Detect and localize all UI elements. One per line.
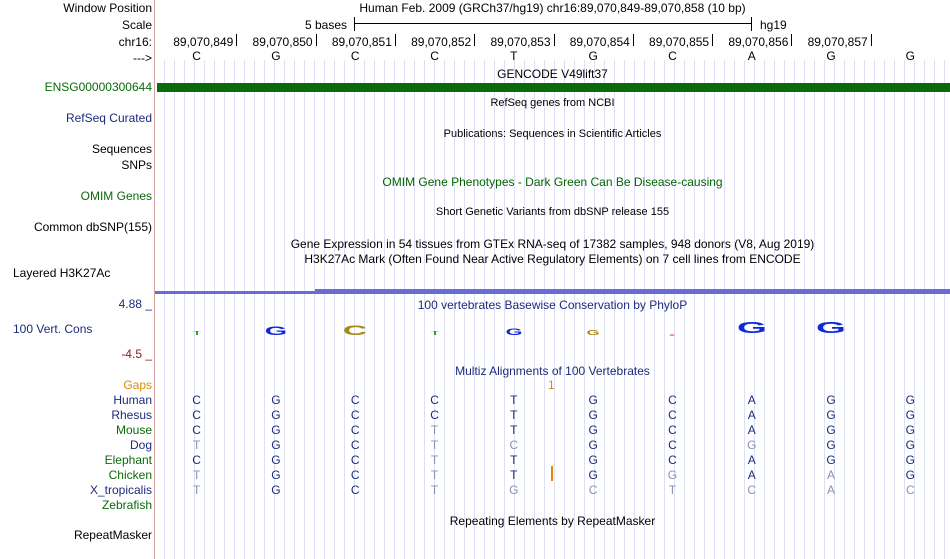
scale-bar-right-tick xyxy=(751,17,752,31)
scale-bar-left-tick xyxy=(354,17,355,31)
gencode-gene-feature[interactable] xyxy=(157,83,950,92)
species-label-rhesus: Rhesus xyxy=(111,408,152,422)
track-label-gencode[interactable]: ENSG00000300644 xyxy=(44,80,152,94)
track-label-dbsnp[interactable]: Common dbSNP(155) xyxy=(33,220,152,234)
alignment-base: G xyxy=(826,423,836,437)
cons-min-value: -4.5 _ xyxy=(121,347,152,361)
conservation-logo-letter: G xyxy=(816,320,846,337)
alignment-base: C xyxy=(350,393,360,407)
scale-bar-line xyxy=(354,23,751,24)
alignment-base: C xyxy=(430,408,439,422)
ruler-coordinate: 89,070,852 xyxy=(411,35,472,49)
alignment-base: G xyxy=(588,393,598,407)
track-label-conservation[interactable]: 100 Vert. Cons xyxy=(13,322,93,336)
reference-base: G xyxy=(588,49,598,63)
alignment-base: T xyxy=(430,423,439,437)
chrom-label: chr16: xyxy=(118,35,152,49)
ruler-coordinate: 89,070,857 xyxy=(807,35,868,49)
ruler-coordinate: 89,070,853 xyxy=(490,35,551,49)
alignment-base: C xyxy=(192,408,201,422)
alignment-base: C xyxy=(668,423,677,437)
alignment-base: G xyxy=(826,453,836,467)
ruler-coordinate: 89,070,850 xyxy=(252,35,313,49)
track-label-h3k27ac[interactable]: Layered H3K27Ac xyxy=(13,266,111,280)
alignment-base: G xyxy=(826,393,836,407)
alignment-base: G xyxy=(588,468,598,482)
alignment-base: T xyxy=(510,423,518,437)
publications-track-title: Publications: Sequences in Scientific Articles xyxy=(443,128,662,140)
alignment-base: A xyxy=(747,453,756,467)
alignment-base: C xyxy=(350,438,360,452)
conservation-logo-letter: T xyxy=(192,331,202,337)
track-label-sequences[interactable]: Sequences xyxy=(91,142,152,156)
alignment-base: G xyxy=(588,438,598,452)
ruler-tick xyxy=(871,34,872,46)
species-label-elephant: Elephant xyxy=(104,453,152,467)
alignment-base: A xyxy=(747,408,756,422)
gap-count-mark: 1 xyxy=(548,378,555,392)
alignment-base: G xyxy=(271,438,281,452)
alignment-base: G xyxy=(509,483,519,497)
alignment-base: C xyxy=(509,438,519,452)
alignment-base: T xyxy=(430,468,439,482)
chicken-insertion-mark xyxy=(551,466,553,481)
strand-toggle[interactable]: ---> xyxy=(133,51,152,65)
alignment-base: C xyxy=(906,483,915,497)
alignment-base: A xyxy=(747,423,756,437)
alignment-base: C xyxy=(350,483,360,497)
track-label-refseq[interactable]: RefSeq Curated xyxy=(65,111,152,125)
alignment-base: T xyxy=(192,468,201,482)
window-position-text: Human Feb. 2009 (GRCh37/hg19) chr16:89,070,849-89,070,858 (10 bp) xyxy=(359,1,746,15)
alignment-base: G xyxy=(588,423,598,437)
multiz-track-title: Multiz Alignments of 100 Vertebrates xyxy=(455,364,650,378)
alignment-base: G xyxy=(905,423,916,437)
alignment-base: G xyxy=(826,438,836,452)
species-label-x-tropicalis: X_tropicalis xyxy=(89,483,152,497)
alignment-base: T xyxy=(510,408,518,422)
reference-base: G xyxy=(905,49,916,63)
h3k27ac-signal-low xyxy=(155,291,315,294)
dbsnp-track-title: Short Genetic Variants from dbSNP release 155 xyxy=(435,206,670,218)
scale-bar-left-label: 5 bases xyxy=(305,18,348,32)
alignment-base: T xyxy=(192,483,201,497)
conservation-logo-letter: C xyxy=(343,322,368,338)
track-label-gaps: Gaps xyxy=(123,378,152,392)
ruler-coordinate: 89,070,854 xyxy=(569,35,630,49)
alignment-base: G xyxy=(747,438,757,452)
reference-base: C xyxy=(192,49,201,63)
alignment-base: C xyxy=(192,453,201,467)
repeatmasker-track-title: Repeating Elements by RepeatMasker xyxy=(449,514,656,528)
conservation-logo-letter: G xyxy=(264,324,288,338)
species-label-dog: Dog xyxy=(129,438,152,452)
track-label-omim[interactable]: OMIM Genes xyxy=(80,189,152,203)
gencode-track-title: GENCODE V49lift37 xyxy=(497,67,608,81)
alignment-base: C xyxy=(350,453,360,467)
alignment-base: T xyxy=(430,483,439,497)
reference-base: C xyxy=(350,49,360,63)
ruler-coordinate: 89,070,849 xyxy=(173,35,234,49)
alignment-base: C xyxy=(350,408,360,422)
alignment-base: G xyxy=(905,468,916,482)
alignment-base: C xyxy=(668,453,677,467)
alignment-base: G xyxy=(826,408,836,422)
track-label-repeatmasker[interactable]: RepeatMasker xyxy=(73,528,152,542)
alignment-base: G xyxy=(271,453,281,467)
alignment-base: A xyxy=(827,468,836,482)
conservation-logo-letter: G xyxy=(586,330,600,337)
omim-track-title: OMIM Gene Phenotypes - Dark Green Can Be Disease-causing xyxy=(382,175,723,189)
alignment-base: T xyxy=(430,438,439,452)
alignment-base: T xyxy=(510,453,518,467)
alignment-base: G xyxy=(271,408,281,422)
track-label-snps[interactable]: SNPs xyxy=(121,158,152,172)
conservation-logo-letter: A xyxy=(669,333,676,337)
cons-max-value: 4.88 _ xyxy=(118,297,152,311)
gtex-track-title: Gene Expression in 54 tissues from GTEx RNA-seq of 17382 samples, 948 donors (V8, Aug 2019) xyxy=(290,237,815,251)
reference-base: T xyxy=(510,49,518,63)
alignment-base: G xyxy=(905,453,916,467)
window-position-label: Window Position xyxy=(63,1,152,15)
scale-label: Scale xyxy=(121,18,152,32)
alignment-base: C xyxy=(588,483,598,497)
alignment-base: G xyxy=(588,453,598,467)
alignment-base: T xyxy=(510,468,518,482)
ruler-coordinate: 89,070,855 xyxy=(649,35,710,49)
alignment-base: C xyxy=(668,408,677,422)
alignment-base: G xyxy=(271,483,281,497)
species-label-zebrafish: Zebrafish xyxy=(101,498,152,512)
refseq-track-title: RefSeq genes from NCBI xyxy=(490,97,615,109)
alignment-base: A xyxy=(827,483,836,497)
track-labels-panel xyxy=(0,0,154,559)
species-label-chicken: Chicken xyxy=(108,468,152,482)
alignment-base: C xyxy=(192,423,201,437)
alignment-base: G xyxy=(588,408,598,422)
alignment-base: C xyxy=(668,393,677,407)
alignment-base: G xyxy=(905,438,916,452)
alignment-base: G xyxy=(271,468,281,482)
alignment-base: G xyxy=(905,393,916,407)
alignment-base: C xyxy=(430,393,439,407)
conservation-logo-letter: G xyxy=(736,320,767,337)
alignment-base: T xyxy=(430,453,439,467)
alignment-base: A xyxy=(747,468,756,482)
reference-base: G xyxy=(826,49,836,63)
alignment-base: C xyxy=(350,423,360,437)
alignment-base: C xyxy=(350,468,360,482)
alignment-base: C xyxy=(192,393,201,407)
alignment-base: T xyxy=(510,393,518,407)
alignment-base: C xyxy=(747,483,757,497)
scale-bar-right-label: hg19 xyxy=(760,18,787,32)
reference-base: C xyxy=(668,49,677,63)
alignment-base: C xyxy=(668,438,677,452)
h3k27ac-signal-high xyxy=(315,289,950,294)
alignment-base: G xyxy=(271,423,281,437)
conservation-logo-letter: T xyxy=(430,331,439,337)
track-image-area[interactable] xyxy=(155,0,950,559)
reference-base: C xyxy=(430,49,439,63)
alignment-base: T xyxy=(668,483,677,497)
alignment-base: G xyxy=(905,408,916,422)
h3k27ac-track-title: H3K27Ac Mark (Often Found Near Active Regulatory Elements) on 7 cell lines from ENCODE xyxy=(304,252,801,266)
conservation-track-title: 100 vertebrates Basewise Conservation by PhyloP xyxy=(417,298,688,312)
alignment-base: G xyxy=(667,468,678,482)
ruler-coordinate: 89,070,856 xyxy=(728,35,789,49)
ruler-coordinate: 89,070,851 xyxy=(331,35,392,49)
species-label-human: Human xyxy=(113,393,152,407)
species-label-mouse: Mouse xyxy=(115,423,152,437)
alignment-base: A xyxy=(747,393,756,407)
reference-base: G xyxy=(271,49,281,63)
conservation-logo-letter: G xyxy=(505,327,523,337)
alignment-base: T xyxy=(192,438,201,452)
reference-base: A xyxy=(747,49,756,63)
alignment-base: G xyxy=(271,393,281,407)
